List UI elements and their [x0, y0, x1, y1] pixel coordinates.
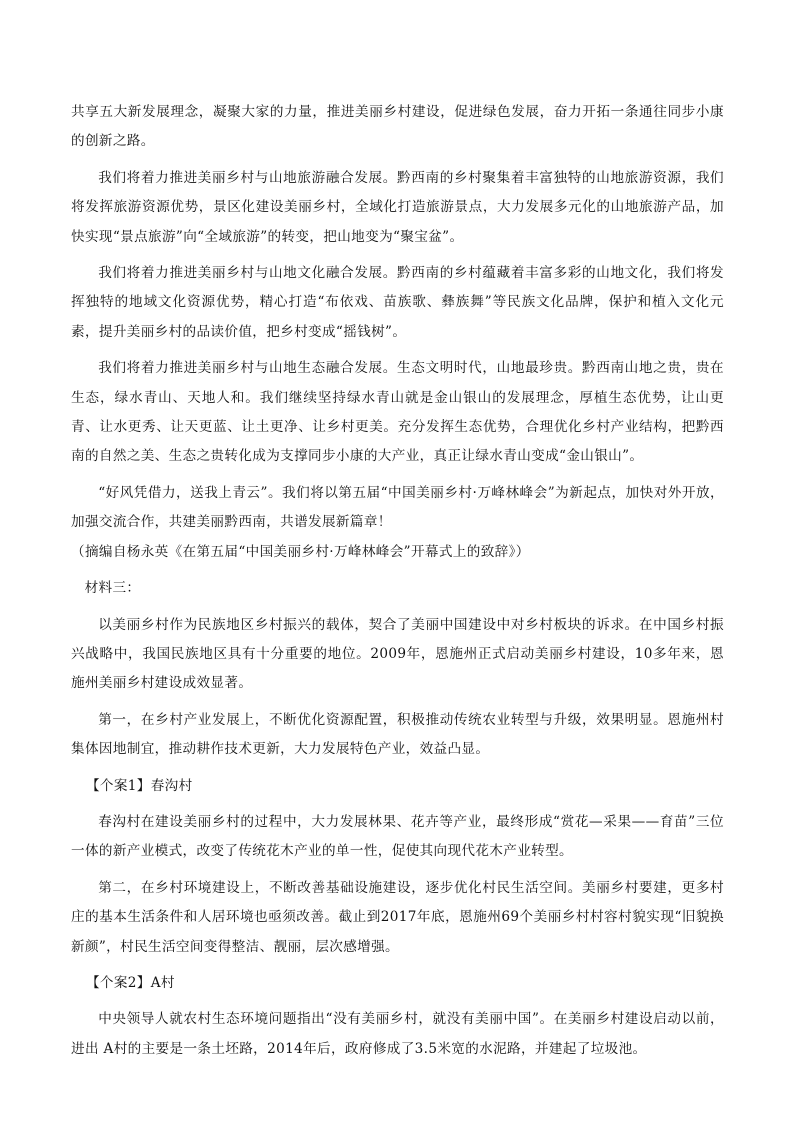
- paragraph-environment: 第二，在乡村环境建设上，不断改善基础设施建设，逐步优化村民生活空间。美丽乡村要建，更多村庄的基本生活条件和人居环境也亟须改善。截止到2017年底，恩施州69个美丽乡村村容村貌实现“旧貌换新颜”，村民生活空间变得整洁、靓丽，层次感增强。: [71, 879, 724, 955]
- paragraph-continuation: 共享五大新发展理念，凝聚大家的力量，推进美丽乡村建设，促进绿色发展，奋力开拓一条通往同步小康的创新之路。: [71, 104, 724, 150]
- paragraph-tourism: 我们将着力推进美丽乡村与山地旅游融合发展。黔西南的乡村聚集着丰富独特的山地旅游资源，我们将发挥旅游资源优势，景区化建设美丽乡村，全域化打造旅游景点，大力发展多元化的山地旅游产品，加快实现“景点旅游”向“全域旅游”的转变，把山地变为“聚宝盆”。: [71, 169, 724, 245]
- paragraph-closing: “好风凭借力，送我上青云”。我们将以第五届“中国美丽乡村·万峰林峰会”为新起点，加快对外开放，加强交流合作，共建美丽黔西南，共谱发展新篇章！: [71, 484, 724, 531]
- case-1-label: 【个案1】春沟村: [85, 777, 193, 794]
- material-three-heading: 材料三：: [84, 580, 141, 597]
- paragraph-case-1: 春沟村在建设美丽乡村的过程中，大力发展林果、花卉等产业，最终形成“赏花—采果——育苗”三位一体的新产业模式，改变了传统花木产业的单一性，促使其向现代花木产业转型。: [71, 813, 724, 860]
- paragraph-ethnic-regions: 以美丽乡村作为民族地区乡村振兴的载体，契合了美丽中国建设中对乡村板块的诉求。在中国乡村振兴战略中，我国民族地区具有十分重要的地位。2009年，恩施州正式启动美丽乡村建设，10多年来，恩施州美丽乡村建设成效显著。: [71, 616, 724, 692]
- paragraph-culture: 我们将着力推进美丽乡村与山地文化融合发展。黔西南的乡村蕴藏着丰富多彩的山地文化，我们将发挥独特的地域文化资源优势，精心打造“布依戏、苗族歌、彝族舞”等民族文化品牌，保护和植入文化元素，提升美丽乡村的品读价值，把乡村变成“摇钱树”。: [71, 265, 724, 340]
- paragraph-ecology: 我们将着力推进美丽乡村与山地生态融合发展。生态文明时代，山地最珍贵。黔西南山地之贵，贵在生态，绿水青山、天地人和。我们继续坚持绿水青山就是金山银山的发展理念，厚植生态优势，让山更青、让水更秀、让天更蓝、让土更净、让乡村更美。充分发挥生态优势，合理优化乡村产业结构，把黔西南的自然之美、生态之贵转化成为支撑同步小康的大产业，真正让绿水青山变成“金山银山”。: [71, 360, 724, 465]
- source-attribution: （摘编自杨永英《在第五届“中国美丽乡村·万峰林峰会”开幕式上的致辞》）: [71, 543, 530, 560]
- paragraph-case-2: 中央领导人就农村生态环境问题指出“没有美丽乡村，就没有美丽中国”。在美丽乡村建设启动以前，进出 A村的主要是一条土坯路，2014年后，政府修成了3.5米宽的水泥路，并建起了垃圾池。: [71, 1011, 724, 1057]
- case-2-label: 【个案2】A村: [85, 974, 175, 991]
- paragraph-industry: 第一，在乡村产业发展上，不断优化资源配置，积极推动传统农业转型与升级，效果明显。恩施州村集体因地制宜，推动耕作技术更新，大力发展特色产业，效益凸显。: [71, 711, 724, 758]
